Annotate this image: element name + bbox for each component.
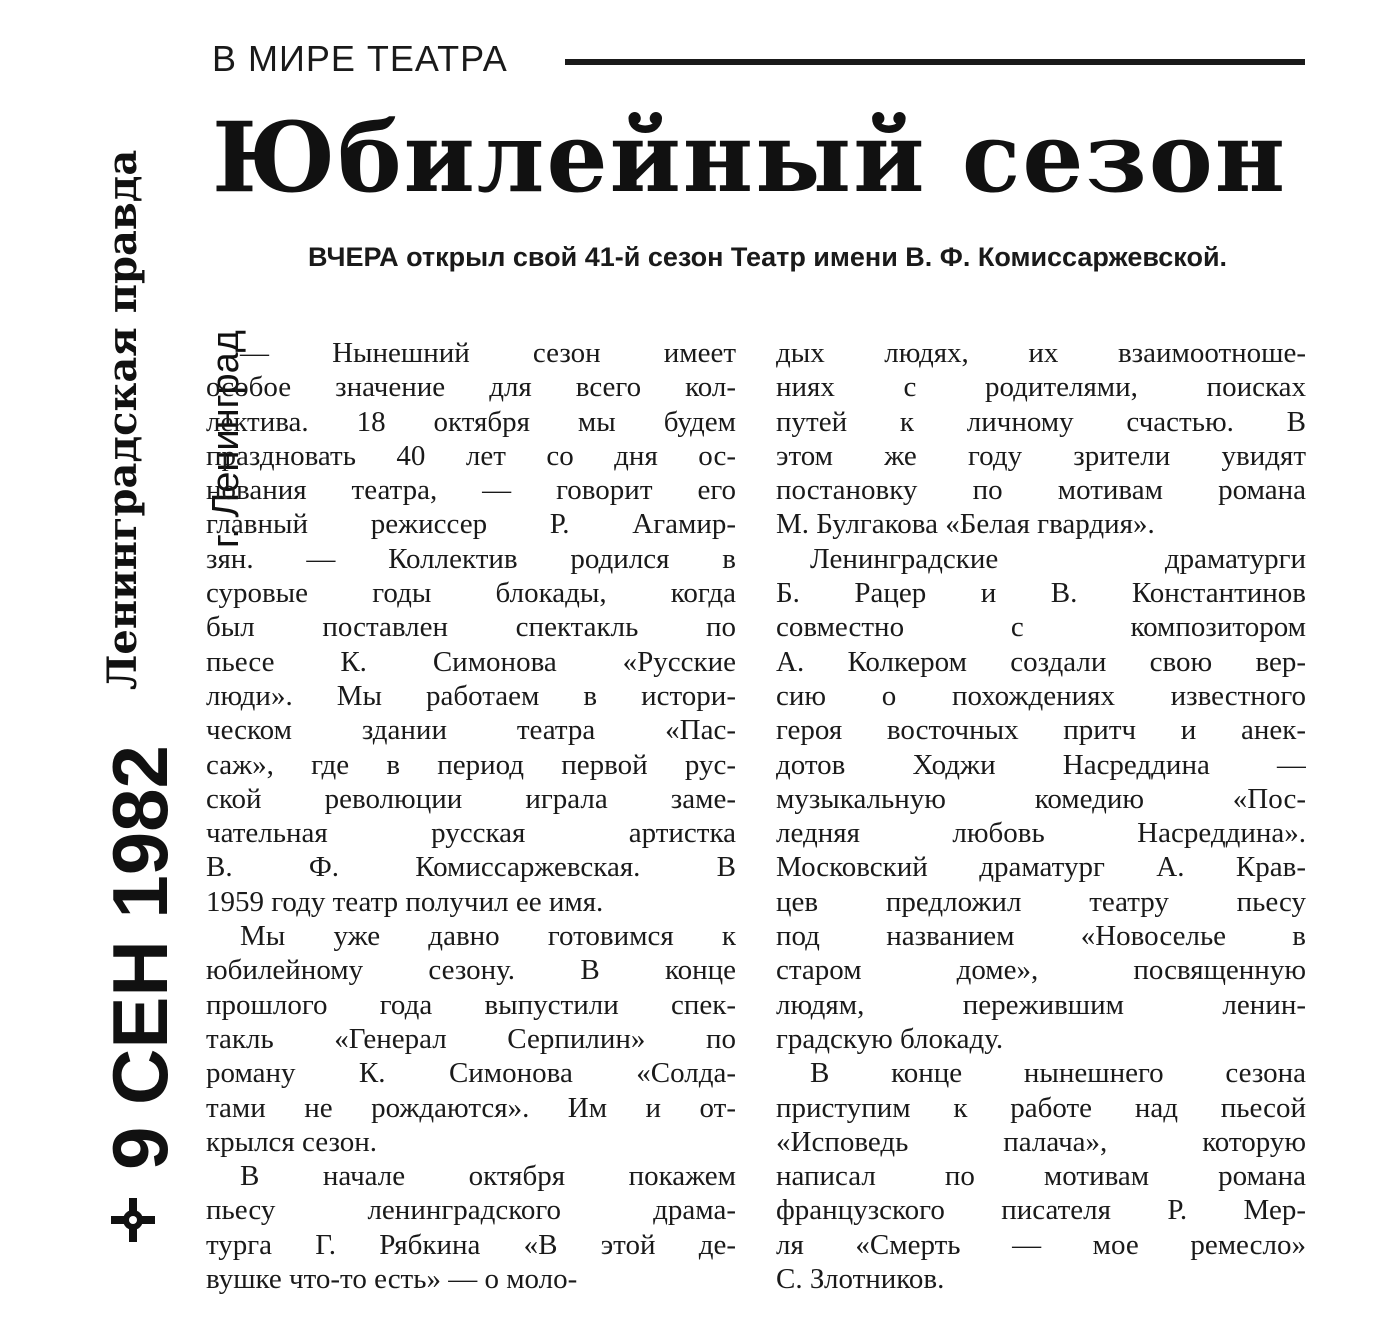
article-line: роману К. Симонова «Солда- bbox=[206, 1057, 736, 1090]
archive-stamp bbox=[45, 0, 247, 1332]
article-line: — Нынешний сезон имеет bbox=[240, 337, 736, 369]
article-line: нования театра, — говорит его bbox=[206, 474, 736, 507]
article-headline: Юбилейный сезон bbox=[212, 101, 1287, 214]
article-line: люди». Мы работаем в истори- bbox=[206, 679, 736, 712]
article-line: героя восточных притч и анек- bbox=[776, 714, 1306, 747]
article-line: 1959 году театр получил ее имя. bbox=[206, 885, 604, 918]
article-line: ческом здании театра «Пас- bbox=[206, 714, 736, 747]
article-line: музыкальную комедию «Пос- bbox=[776, 782, 1306, 815]
lead-text: открыл свой 41-й сезон Театр имени В. Ф. Комиссаржевской. bbox=[398, 242, 1228, 272]
article-line: пьесе К. Симонова «Русские bbox=[206, 645, 736, 678]
article-line: В конце нынешнего сезона bbox=[810, 1057, 1306, 1090]
article-line: А. Колкером создали свою вер- bbox=[776, 645, 1306, 678]
article-line: градскую блокаду. bbox=[776, 1022, 1004, 1055]
article-line: совместно с композитором bbox=[776, 611, 1306, 644]
article-line: С. Злотников. bbox=[776, 1263, 945, 1296]
article-line: праздновать 40 лет со дня ос- bbox=[206, 439, 736, 472]
article-line: вушке что-то есть» — о моло- bbox=[206, 1263, 578, 1296]
article-line: ниях с родителями, поисках bbox=[776, 371, 1306, 404]
stamp-emblem-icon bbox=[109, 1196, 157, 1244]
article-line: написал по мотивам романа bbox=[776, 1160, 1306, 1193]
article-line: тами не рождаются». Им и от- bbox=[206, 1091, 736, 1124]
article-line: этом же году зрители увидят bbox=[776, 439, 1306, 472]
section-title: В МИРЕ ТЕАТРА bbox=[212, 38, 508, 79]
article-line: старом доме», посвященную bbox=[776, 954, 1306, 987]
article-lead bbox=[210, 238, 1305, 276]
article-line: такль «Генерал Серпилин» по bbox=[206, 1022, 736, 1055]
article-line: саж», где в период первой рус- bbox=[206, 748, 736, 781]
article-line: путей к личному счастью. В bbox=[776, 405, 1306, 438]
article-line: ледняя любовь Насреддина». bbox=[776, 817, 1306, 850]
article-line: зян. — Коллектив родился в bbox=[206, 542, 736, 575]
article-line: особое значение для всего кол- bbox=[206, 371, 736, 404]
article-line: ской революции играла заме- bbox=[206, 782, 736, 815]
article-line: лектива. 18 октября мы будем bbox=[206, 405, 736, 438]
article-column-left bbox=[206, 336, 736, 1296]
article-line: дотов Ходжи Насреддина — bbox=[776, 748, 1306, 781]
article-line: Московский драматург А. Крав- bbox=[776, 851, 1306, 884]
article-line: Ленинградские драматурги bbox=[810, 542, 1306, 575]
article-line: постановку по мотивам романа bbox=[776, 474, 1306, 507]
lead-first-word: ВЧЕРА bbox=[308, 242, 399, 272]
article-line: пьесу ленинградского драма- bbox=[206, 1194, 736, 1227]
article-line: турга Г. Рябкина «В этой де- bbox=[206, 1228, 736, 1261]
article-line: В. Ф. Комиссаржевская. В bbox=[206, 851, 736, 884]
article-line: В начале октября покажем bbox=[240, 1160, 736, 1193]
article-line: суровые годы блокады, когда bbox=[206, 577, 736, 610]
article-line: приступим к работе над пьесой bbox=[776, 1091, 1306, 1124]
article-line: дых людях, их взаимоотноше- bbox=[776, 337, 1306, 369]
stamp-newspaper-name: Ленинградская правда bbox=[99, 149, 146, 690]
article-column-right bbox=[776, 336, 1306, 1296]
article-line: был поставлен спектакль по bbox=[206, 611, 736, 644]
article-line: главный режиссер Р. Агамир- bbox=[206, 508, 736, 541]
article-line: цев предложил театру пьесу bbox=[776, 885, 1306, 918]
article-line: сию о похождениях известного bbox=[776, 679, 1306, 712]
article-line: ля «Смерть — мое ремесло» bbox=[776, 1228, 1306, 1261]
article-line: юбилейному сезону. В конце bbox=[206, 954, 736, 987]
article-line: под названием «Новоселье в bbox=[776, 920, 1306, 953]
article-line: прошлого года выпустили спек- bbox=[206, 988, 736, 1021]
stamp-city: г. Ленинград bbox=[205, 330, 247, 548]
article-line: чательная русская артистка bbox=[206, 817, 736, 850]
article-line: Б. Рацер и В. Константинов bbox=[776, 577, 1306, 610]
article-line: М. Булгакова «Белая гвардия». bbox=[776, 508, 1155, 541]
stamp-date: 9 СЕН 1982 bbox=[96, 745, 184, 1170]
header-rule bbox=[565, 59, 1305, 65]
article-line: людям, пережившим ленин- bbox=[776, 988, 1306, 1021]
article-line: Мы уже давно готовимся к bbox=[240, 920, 736, 953]
article-line: «Исповедь палача», которую bbox=[776, 1125, 1306, 1158]
article-line: французского писателя Р. Мер- bbox=[776, 1194, 1306, 1227]
article-line: крылся сезон. bbox=[206, 1125, 378, 1158]
